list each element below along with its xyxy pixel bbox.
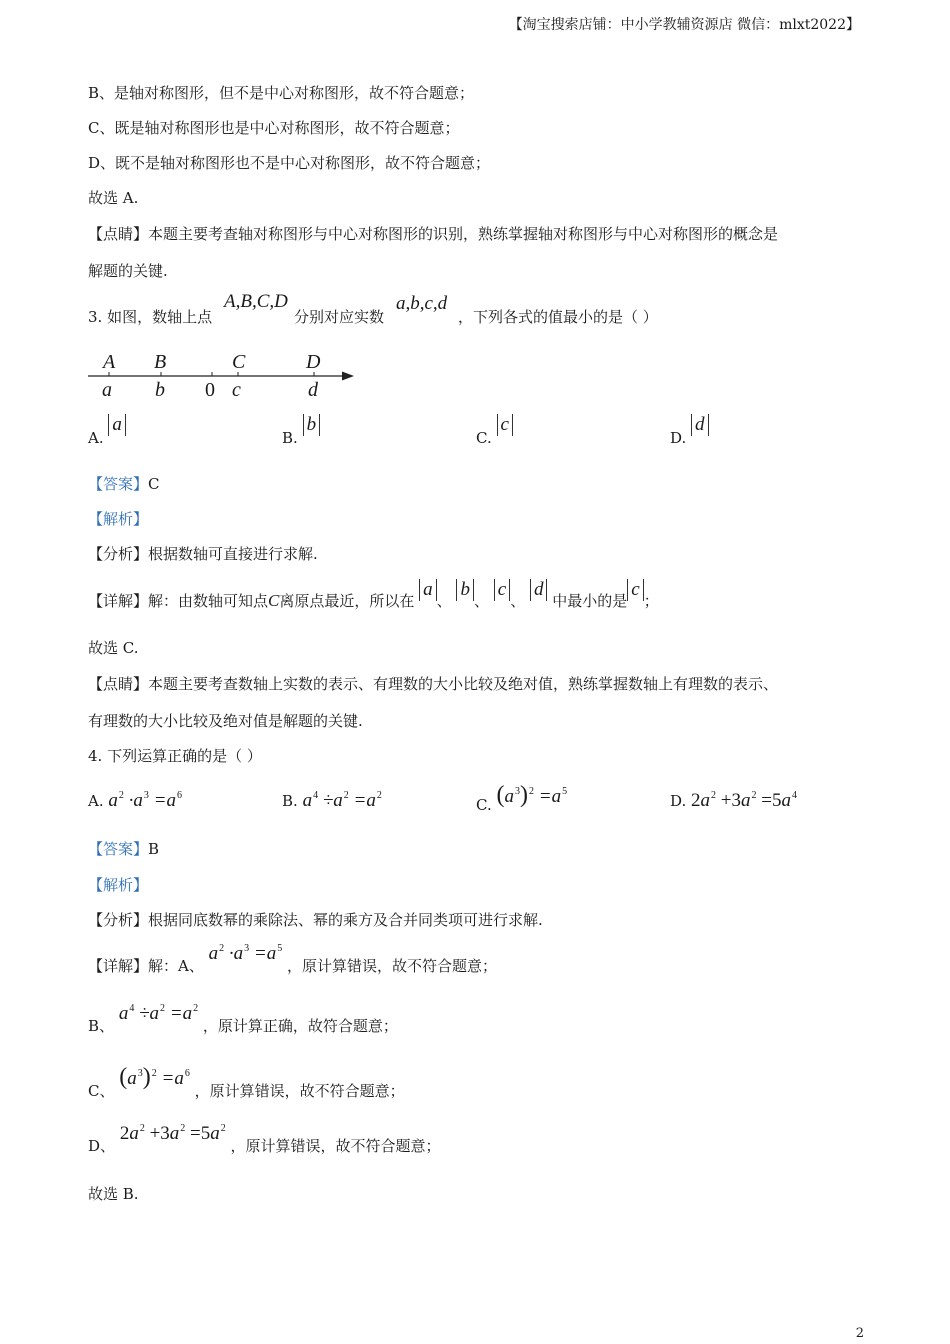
option-label: D. [670, 429, 687, 447]
option-abs-value: b [303, 414, 321, 436]
value-label-b: b [155, 379, 165, 401]
q3-answer [88, 473, 160, 494]
option-label: C. [476, 796, 492, 814]
q3-analysis-tag: 【解析】 [88, 510, 149, 528]
point-label-D: D [306, 351, 321, 373]
detail-text: B、 [88, 1017, 115, 1035]
answer-tag: 【答案】 [88, 475, 149, 493]
value-label-zero: 0 [205, 379, 215, 401]
separator: 、 [510, 592, 526, 610]
q3-points: A,B,C,D [224, 291, 288, 312]
abs-d: d [530, 579, 548, 601]
q3-option-c [476, 414, 513, 447]
option-label: B. [282, 792, 298, 810]
q4-option-d [670, 790, 797, 812]
option-label: B. [282, 429, 298, 447]
q3-comment-line1: 【点睛】本题主要考查数轴上实数的表示、有理数的大小比较及绝对值，熟练掌握数轴上有理数的表示、 [88, 675, 779, 693]
q4-analysis-tag: 【解析】 [88, 876, 149, 894]
detail-text: C、 [88, 1082, 115, 1100]
q4-answer [88, 838, 159, 859]
detail-text: 中最小的是 [552, 592, 628, 610]
option-label: A. [88, 792, 104, 810]
q2-comment-line1: 【点睛】本题主要考查轴对称图形与中心对称图形的识别，熟练掌握轴对称图形与中心对称图形的概念是 [88, 225, 779, 243]
formula: $a^2 \cdot a^3 =a^5$ [208, 943, 283, 964]
formula: $2a^2 +3a^2 =5a^2$ [119, 1123, 226, 1144]
q4-choose: 故选 B. [88, 1185, 139, 1203]
q2-line-c: C、既是轴对称图形也是中心对称图形，故不符合题意； [88, 119, 460, 137]
value-label-a: a [102, 379, 112, 401]
q4-detail-c [88, 1064, 405, 1100]
separator: 、 [436, 592, 452, 610]
q2-line-d: D、既不是轴对称图形也不是中心对称图形，故不符合题意； [88, 154, 491, 172]
answer-value: C [148, 475, 160, 493]
q4-detail-d [88, 1123, 441, 1155]
q3-stem-mid: 分别对应实数 [294, 308, 385, 326]
abs-c-result: c [627, 579, 643, 601]
q4-detail-a [88, 943, 497, 975]
detail-text: ，原计算错误，故不符合题意； [286, 957, 497, 975]
q3-values: a,b,c,d [396, 293, 448, 314]
option-abs-value: d [691, 414, 709, 436]
detail-text: 【详解】解：由数轴可知点 [88, 592, 269, 610]
option-abs-value: c [497, 414, 513, 436]
formula: $a^4 \div a^2 =a^2$ [118, 1003, 199, 1024]
page-number: 2 [855, 1326, 864, 1341]
abs-c: c [494, 579, 510, 601]
detail-text: 离原点最近，所以在 [279, 592, 415, 610]
q3-option-b [282, 414, 320, 447]
value-label-c: c [232, 379, 241, 401]
q3-stem-post: ，下列各式的值最小的是（ ） [458, 308, 658, 326]
detail-text: ，原计算错误，故不符合题意； [230, 1137, 441, 1155]
formula: $(a^3)^2 =a^5$ [496, 782, 568, 808]
detail-point: C [268, 591, 280, 610]
q3-option-d [670, 414, 709, 447]
q4-option-b [282, 790, 382, 812]
q2-line-b: B、是轴对称图形，但不是中心对称图形，故不符合题意； [88, 84, 475, 102]
q3-option-a [88, 414, 126, 447]
point-label-C: C [232, 351, 246, 373]
formula: $a^4 \div a^2 =a^2$ [302, 790, 382, 811]
q4-stem: 4. 下列运算正确的是（ ） [88, 747, 262, 765]
separator: 、 [473, 592, 489, 610]
formula: $(a^3)^2 =a^6$ [119, 1064, 190, 1090]
formula: $a^2 \cdot a^3 =a^6$ [108, 790, 182, 811]
q4-option-c [476, 782, 568, 814]
option-abs-value: a [108, 414, 126, 436]
q4-option-a [88, 790, 182, 812]
option-label: C. [476, 429, 492, 447]
point-label-B: B [154, 351, 167, 373]
detail-text: ，原计算正确，故符合题意； [202, 1017, 398, 1035]
number-line-arrow [342, 372, 354, 381]
q4-fenxi: 【分析】根据同底数幂的乘除法、幂的乘方及合并同类项可进行求解. [88, 911, 543, 929]
option-label: A. [88, 429, 104, 447]
header-banner: 【淘宝搜索店铺：中小学教辅资源店 微信：mlxt2022】 [508, 17, 860, 33]
detail-text: D、 [88, 1137, 116, 1155]
answer-tag: 【答案】 [88, 840, 149, 858]
detail-end: ； [643, 592, 659, 610]
number-line [86, 344, 366, 404]
q3-comment-line2: 有理数的大小比较及绝对值是解题的关键. [88, 712, 363, 730]
q2-choose: 故选 A. [88, 189, 139, 207]
q3-detail [88, 579, 659, 610]
q4-detail-b [88, 1003, 398, 1035]
point-label-A: A [103, 351, 116, 373]
answer-value: B [148, 840, 160, 858]
q2-comment-line2: 解题的关键. [88, 262, 168, 280]
detail-text: 【详解】解：A、 [88, 957, 204, 975]
q3-stem-pre: 3. 如图，数轴上点 [88, 308, 213, 326]
abs-b: b [456, 579, 474, 601]
q3-fenxi: 【分析】根据数轴可直接进行求解. [88, 545, 318, 563]
option-label: D. [670, 792, 687, 810]
q3-choose: 故选 C. [88, 639, 139, 657]
abs-a: a [419, 579, 437, 601]
formula: $2a^2 +3a^2 =5a^4$ [691, 790, 797, 811]
detail-text: ，原计算错误，故不符合题意； [194, 1082, 405, 1100]
value-label-d: d [308, 379, 318, 401]
